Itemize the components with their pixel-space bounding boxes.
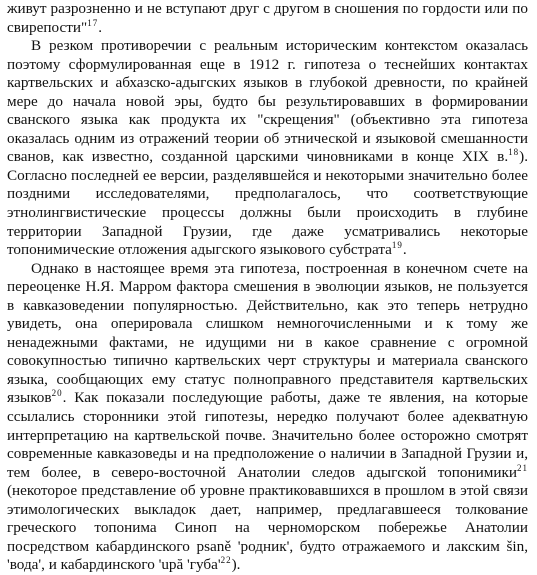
paragraph-text: . xyxy=(402,241,407,259)
footnote-ref: 20 xyxy=(51,388,63,399)
paragraph-text: . xyxy=(98,18,102,36)
paragraph-text: ). xyxy=(231,556,241,574)
footnote-ref: 19 xyxy=(391,240,403,251)
footnote-ref: 22 xyxy=(220,555,232,566)
paragraph-text: В резком противоречии с реальным историческим контекстом оказалась поэтому сформулированная еще в 1912 г. гипотеза о теснейших контактах картвельских и абхазско-адыгских языков в глубокой древности, по крайней мере до начала новой эры, будто бы результировавших в формировании сванского языка как продукта их "скрещения" (объективно эта гипотеза оказалась одним из отражений теории об этнической и языковой смешанности сванов, как известно, созданной царскими чиновниками в конце XIX в. xyxy=(7,37,528,166)
footnote-ref: 17 xyxy=(87,17,99,28)
footnote-ref: 21 xyxy=(517,462,528,473)
document-page xyxy=(7,0,528,575)
footnote-ref: 18 xyxy=(508,147,520,158)
paragraph-text: (некоторое представление об уровне практиковавшихся в прошлом в этой связи этимологических выкладок дает, например, предлагавшееся толкование греческого топонима Синоп на черноморском побережье Анатолии посредством кабардинского psaně 'родник', будто отражаемого и лакским šin, 'вода', и кабардинского 'upă 'губа' xyxy=(7,482,528,574)
paragraph-text: живут разрозненно и не вступают друг с другом в сношения по гордости или по свирепости" xyxy=(7,0,528,36)
paragraph-text: ). Согласно последней ее версии, разделявшейся и некоторыми значительно более поздними исследователями, предполагалось, что соответствующие этнолингвистические процессы должны были происходить в глубине территории Западной Грузии, где даже усматривались некоторые топонимические отложения адыгского языкового субстрата xyxy=(7,148,528,259)
paragraph-text: Однако в настоящее время эта гипотеза, построенная в конечном счете на переоценке Н.Я. Марром фактора смешения в эволюции языков, не пользуется в кавказоведении популярностью. Действительно, как это теперь нетрудно увидеть, она оперировала слишком немногочисленными и к тому же ненадежными фактами, не идущими ни в какое сравнение с огромной совокупностью типично картвельских черт структуры и материала сванского языка, сообщающих ему статус полноправного представителя картвельских языков xyxy=(7,259,528,407)
paragraph xyxy=(7,0,528,37)
paragraph xyxy=(7,260,528,575)
paragraph xyxy=(7,37,528,260)
paragraph-text: . Как показали последующие работы, даже те явления, на которые ссылались сторонники этой гипотезы, нередко получают более адекватную интерпретацию на картвельской почве. Значительно более осторожно смотрят современные кавказоведы и на предположение о наличии в Западной Грузии и, тем более, в северо-восточной Анатолии следов адыгской топонимики xyxy=(7,389,528,481)
